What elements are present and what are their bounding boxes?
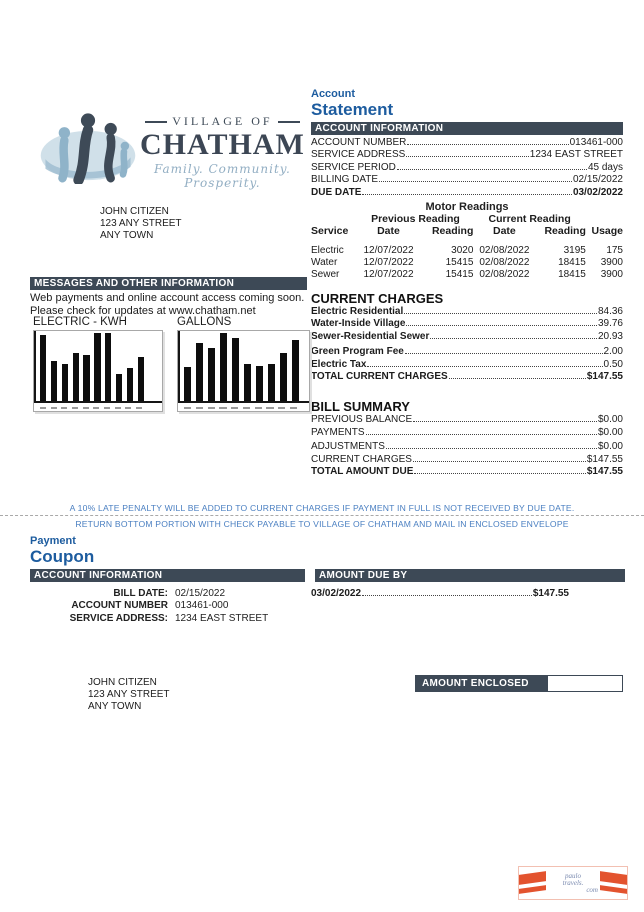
watermark-text: paulo travels. com: [562, 871, 598, 894]
message-line: Please check for updates at www.chatham.net: [30, 305, 256, 317]
bar: [138, 333, 144, 401]
address-name: JOHN CITIZEN: [88, 677, 157, 688]
dotted-leader: [362, 194, 572, 195]
bar: [256, 333, 263, 401]
axis-tick: [231, 407, 238, 409]
bar: [280, 333, 287, 401]
bar: [105, 333, 111, 401]
account-number-row: [311, 137, 623, 149]
dotted-leader: [366, 434, 597, 435]
dotted-leader: [379, 181, 572, 182]
chatham-people-icon: [36, 110, 140, 184]
bill-summary-title: BILL SUMMARY: [311, 399, 410, 415]
dotted-leader: [397, 169, 587, 170]
axis-tick: [266, 407, 273, 409]
service-period-row: [311, 162, 623, 174]
dotted-leader: [362, 595, 532, 596]
coupon-bill-date-row: [30, 588, 301, 600]
electric-usage-chart: [33, 330, 163, 412]
total-amount-due-row: [311, 466, 623, 478]
bar: [73, 333, 79, 401]
electric-chart-ticks: [40, 405, 142, 411]
summary-row: [311, 427, 623, 439]
field-value: 02/15/2022: [175, 588, 226, 599]
address-street: 123 ANY STREET: [88, 689, 170, 700]
payment-coupon-section: [30, 535, 94, 566]
summary-row: [311, 454, 623, 466]
axis-tick: [184, 407, 191, 409]
row-value: 20.93: [597, 330, 623, 342]
row-label: SERVICE PERIOD: [311, 161, 396, 173]
account-information-header: ACCOUNT INFORMATION: [311, 122, 623, 135]
dotted-leader: [404, 313, 597, 314]
paulo-travels-watermark: [518, 866, 628, 900]
logo-tagline: Family. Community. Prosperity.: [153, 162, 291, 190]
summary-row: [311, 414, 623, 426]
coupon-account-information-header: ACCOUNT INFORMATION: [30, 569, 305, 582]
field-value: 013461-000: [175, 600, 229, 612]
dotted-leader: [367, 366, 602, 367]
row-label: TOTAL AMOUNT DUE: [311, 466, 414, 478]
bar: [51, 333, 57, 401]
gallons-usage-chart: [177, 330, 310, 412]
address-town: ANY TOWN: [88, 701, 142, 712]
watermark-right-shape: [600, 871, 627, 895]
row-value: $0.00: [597, 426, 623, 438]
row-value: 03/02/2022: [572, 186, 623, 198]
row-label: PREVIOUS BALANCE: [311, 414, 413, 426]
row-label: ADJUSTMENTS: [311, 441, 385, 453]
row-value: $0.00: [597, 414, 623, 426]
row-value: $0.00: [597, 441, 623, 453]
field-label: BILL DATE:: [113, 588, 168, 599]
row-value: 39.76: [597, 318, 623, 330]
coupon-account-number-row: [30, 600, 301, 612]
bar: [268, 333, 275, 401]
row-value: 1234 EAST STREET: [529, 149, 623, 161]
electric-chart-title: ELECTRIC - KWH: [33, 316, 127, 328]
gallons-chart-plot: [178, 331, 309, 403]
dotted-leader: [413, 421, 597, 422]
motor-readings-title: Motor Readings: [425, 201, 509, 214]
row-value: 02/15/2022: [572, 174, 623, 186]
messages-section: [30, 277, 307, 318]
motor-readings-table: [311, 213, 623, 281]
amount-enclosed-label: AMOUNT ENCLOSED: [416, 676, 548, 691]
total-current-charges-row: [311, 371, 623, 383]
account-statement-section: [311, 88, 623, 479]
current-reading-header: Current Reading: [488, 213, 571, 226]
row-label: DUE DATE: [311, 186, 362, 198]
axis-tick: [40, 407, 46, 409]
coupon-mailing-address: [88, 677, 170, 713]
summary-row: [311, 441, 623, 453]
customer-mailing-address: [100, 206, 182, 242]
row-label: Sewer-Residential Sewer: [311, 330, 430, 342]
charge-row: [311, 318, 623, 330]
row-value: 45 days: [587, 161, 623, 173]
dotted-leader: [414, 473, 585, 474]
row-value: $147.55: [586, 453, 623, 465]
axis-tick: [115, 407, 121, 409]
row-label: Green Program Fee: [311, 346, 404, 358]
electric-chart-plot: [34, 331, 162, 403]
dotted-leader: [406, 325, 596, 326]
due-date: 03/02/2022: [311, 588, 362, 599]
row-label: TOTAL CURRENT CHARGES: [311, 371, 448, 383]
axis-tick: [83, 407, 89, 409]
row-value: 013461-000: [569, 137, 623, 148]
coupon-service-address-row: [30, 613, 301, 625]
watermark-left-shape: [519, 871, 546, 895]
table-row-water: Water 12/07/2022 15415 02/08/2022 18415 3900: [311, 257, 623, 269]
current-charges-title: CURRENT CHARGES: [311, 291, 444, 307]
table-row-sewer: Sewer 12/07/2022 15415 02/08/2022 18415 3900: [311, 269, 623, 281]
axis-tick: [104, 407, 110, 409]
dotted-leader: [405, 353, 603, 354]
gallons-chart-title: GALLONS: [177, 316, 232, 328]
row-label: SERVICE ADDRESS: [311, 149, 406, 161]
bar: [94, 333, 100, 401]
bar: [196, 333, 203, 401]
bar: [40, 333, 46, 401]
coupon-account-fields: [30, 588, 301, 625]
row-value: 2.00: [603, 346, 623, 358]
row-label: Electric Tax: [311, 358, 367, 370]
bar: [292, 333, 299, 401]
axis-tick: [278, 407, 285, 409]
bar: [62, 333, 68, 401]
dotted-leader: [406, 156, 529, 157]
row-label: ACCOUNT NUMBER: [311, 137, 407, 148]
dotted-leader: [430, 338, 597, 339]
bar: [244, 333, 251, 401]
axis-tick: [196, 407, 203, 409]
coupon-kicker: Payment: [30, 535, 76, 547]
table-column-header: Service Date Reading Date Reading Usage: [311, 225, 623, 238]
row-value: $147.55: [586, 466, 623, 478]
axis-tick: [125, 407, 131, 409]
axis-tick: [219, 407, 226, 409]
coupon-title: Coupon: [30, 547, 95, 566]
rule-left: [145, 121, 167, 123]
field-label: SERVICE ADDRESS:: [69, 612, 168, 624]
charge-row: [311, 306, 623, 318]
axis-tick: [243, 407, 250, 409]
dotted-leader: [449, 378, 586, 379]
return-instruction-notice: RETURN BOTTOM PORTION WITH CHECK PAYABLE TO VILLAGE OF CHATHAM AND MAIL IN ENCLOSED ENVELOPE: [75, 519, 569, 529]
axis-tick: [72, 407, 78, 409]
charge-row: [311, 359, 623, 371]
perforation-line: [0, 515, 644, 516]
address-street: 123 ANY STREET: [100, 218, 182, 229]
statement-kicker: Account: [311, 88, 355, 100]
dotted-leader: [413, 461, 586, 462]
bar: [83, 333, 89, 401]
axis-tick: [61, 407, 67, 409]
axis-tick: [51, 407, 57, 409]
previous-reading-header: Previous Reading: [371, 213, 460, 226]
row-label: PAYMENTS: [311, 426, 365, 438]
billing-date-row: [311, 174, 623, 186]
bar: [208, 333, 215, 401]
bar: [127, 333, 133, 401]
axis-tick: [290, 407, 297, 409]
service-address-row: [311, 149, 623, 161]
axis-tick: [93, 407, 99, 409]
row-label: CURRENT CHARGES: [311, 453, 412, 465]
due-date-row: [311, 187, 623, 199]
messages-header: MESSAGES AND OTHER INFORMATION: [30, 277, 307, 290]
message-line: Web payments and online account access coming soon.: [30, 292, 305, 304]
bar: [232, 333, 239, 401]
bar: [220, 333, 227, 401]
bar: [116, 333, 122, 401]
address-name: JOHN CITIZEN: [100, 206, 169, 217]
field-label: ACCOUNT NUMBER: [71, 600, 168, 612]
row-value: 0.50: [603, 358, 623, 370]
axis-tick: [136, 407, 142, 409]
dotted-leader: [407, 144, 568, 145]
late-penalty-notice: A 10% LATE PENALTY WILL BE ADDED TO CURRENT CHARGES IF PAYMENT IN FULL IS NOT RECEIVED BY DUE DATE.: [69, 503, 575, 513]
village-of-chatham-logo: [36, 110, 305, 190]
axis-tick: [208, 407, 215, 409]
logo-name: CHATHAM: [140, 128, 305, 161]
rule-right: [278, 121, 300, 123]
address-town: ANY TOWN: [100, 230, 154, 241]
row-label: Electric Residential: [311, 306, 404, 318]
amount-enclosed-box: [415, 675, 623, 692]
row-value: 84.36: [597, 306, 623, 318]
axis-tick: [255, 407, 262, 409]
row-label: BILLING DATE: [311, 174, 379, 186]
row-label: Water-Inside Village: [311, 318, 406, 330]
row-value: $147.55: [586, 371, 623, 383]
amount-due-by-header: AMOUNT DUE BY: [315, 569, 625, 582]
charge-row: [311, 346, 623, 358]
field-value: 1234 EAST STREET: [175, 612, 269, 624]
statement-title: Statement: [311, 100, 394, 119]
logo-village-of: VILLAGE OF: [140, 114, 305, 129]
gallons-chart-ticks: [184, 405, 297, 411]
table-group-header: [311, 213, 623, 225]
dotted-leader: [386, 448, 597, 449]
bar: [184, 333, 191, 401]
amount-due-row: [311, 588, 569, 600]
table-row-electric: Electric 12/07/2022 3020 02/08/2022 3195 175: [311, 245, 623, 257]
charge-row: [311, 331, 623, 343]
amount-enclosed-input[interactable]: [548, 676, 622, 691]
amount-due: $147.55: [532, 588, 569, 599]
